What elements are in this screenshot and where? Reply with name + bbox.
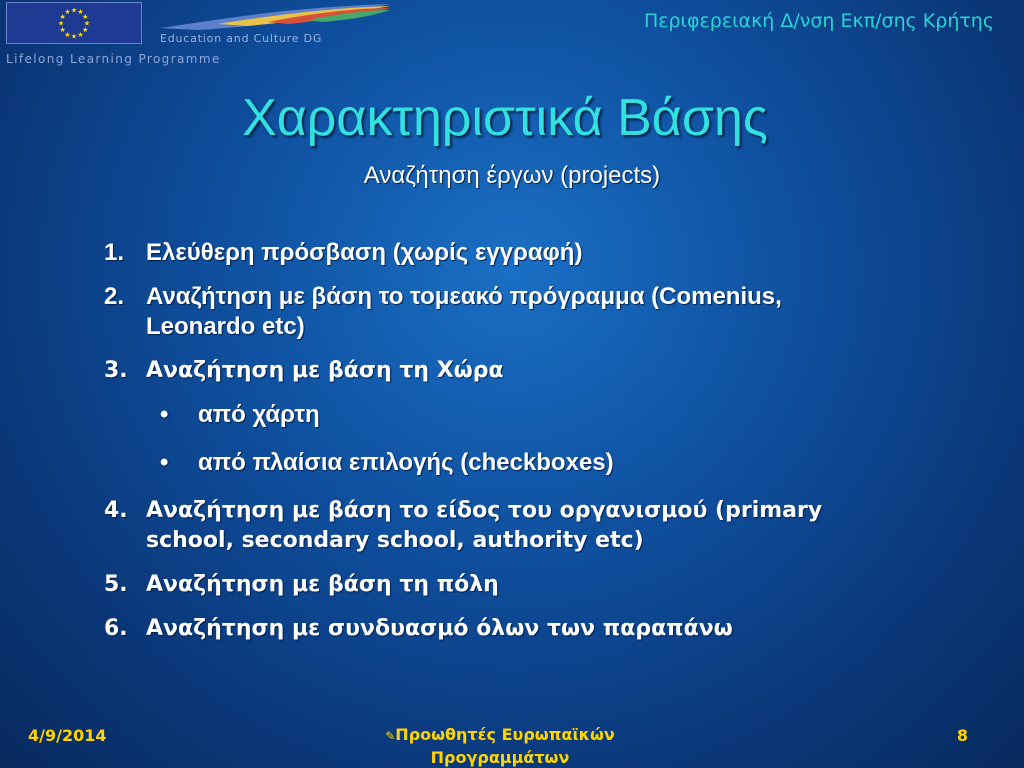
page-number: 8 bbox=[956, 726, 968, 745]
star-icon: ★ bbox=[70, 32, 78, 41]
star-icon: ★ bbox=[57, 19, 65, 28]
logo-block bbox=[0, 0, 400, 72]
sub-item-text: από πλαίσια επιλογής (checkboxes) bbox=[198, 449, 614, 476]
pencil-icon: ✎ bbox=[385, 729, 396, 743]
item-number: 3. bbox=[104, 358, 128, 383]
star-icon: ★ bbox=[70, 6, 78, 15]
list-item bbox=[104, 356, 964, 386]
list-item bbox=[104, 496, 964, 556]
star-icon: ★ bbox=[59, 26, 66, 34]
sub-item-text: από χάρτη bbox=[198, 401, 320, 428]
item-text-line1: Αναζήτηση με βάση το είδος του οργανισμού (primary bbox=[146, 498, 823, 523]
star-icon: ★ bbox=[82, 13, 89, 21]
slide-title: Χαρακτηριστικά Βάσης bbox=[242, 89, 768, 147]
item-number: 5. bbox=[104, 572, 128, 597]
org-name: Περιφερειακή Δ/νση Εκπ/σης Κρήτης bbox=[643, 10, 994, 32]
star-icon: ★ bbox=[77, 30, 84, 39]
star-icon: ★ bbox=[64, 8, 71, 17]
star-icon: ★ bbox=[59, 13, 66, 21]
star-icon: ★ bbox=[82, 26, 89, 34]
star-icon: ★ bbox=[83, 19, 91, 28]
item-text-line1: Αναζήτηση με βάση το τομεακό πρόγραμμα (Comenius, bbox=[146, 283, 782, 310]
item-number: 1. bbox=[104, 239, 125, 266]
item-number: 2. bbox=[104, 283, 125, 310]
item-text: Ελεύθερη πρόσβαση (χωρίς εγγραφή) bbox=[146, 239, 583, 266]
star-icon: ★ bbox=[64, 30, 71, 39]
item-text: Αναζήτηση με βάση τη πόλη bbox=[146, 572, 499, 597]
slide-content bbox=[104, 238, 964, 658]
slide-subtitle: Αναζήτηση έργων (projects) bbox=[363, 162, 661, 189]
item-number: 4. bbox=[104, 498, 128, 523]
item-text-line2: Leonardo etc) bbox=[146, 313, 305, 340]
item-text-line2: school, secondary school, authority etc) bbox=[146, 528, 644, 553]
item-text: Αναζήτηση με συνδυασμό όλων των παραπάνω bbox=[146, 616, 733, 641]
footer-center bbox=[330, 724, 670, 768]
list-item bbox=[104, 570, 964, 600]
list-item bbox=[104, 282, 964, 342]
footer-center-line1: Προωθητές Ευρωπαϊκών bbox=[395, 725, 615, 744]
item-number: 6. bbox=[104, 616, 128, 641]
bullet-icon: • bbox=[160, 401, 169, 428]
sub-list-item bbox=[104, 448, 964, 478]
list-item bbox=[104, 238, 964, 268]
eu-flag-icon bbox=[6, 2, 142, 44]
item-text: Αναζήτηση με βάση τη Χώρα bbox=[146, 358, 504, 383]
star-icon: ★ bbox=[77, 8, 84, 17]
sub-list-item bbox=[104, 400, 964, 430]
wing-logo-icon bbox=[158, 2, 393, 32]
footer-center-line2: Προγραμμάτων bbox=[430, 748, 570, 767]
dg-text: Education and Culture DG bbox=[160, 32, 323, 45]
footer-date: 4/9/2014 bbox=[28, 726, 107, 745]
programme-text: Lifelong Learning Programme bbox=[6, 52, 221, 66]
bullet-icon: • bbox=[160, 449, 169, 476]
list-item bbox=[104, 614, 964, 644]
